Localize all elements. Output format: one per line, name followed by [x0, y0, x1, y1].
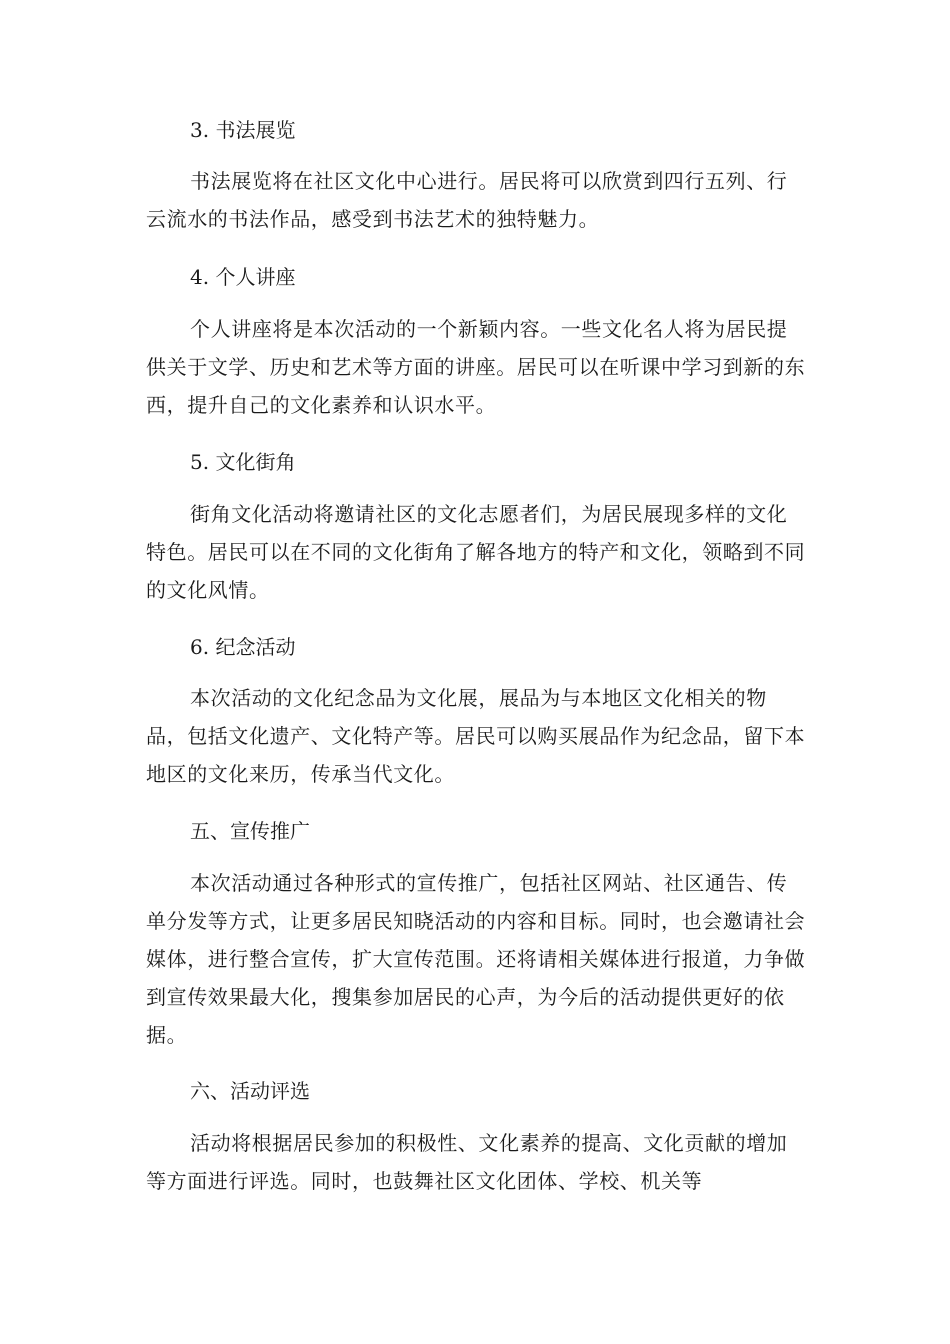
section-heading-6: 6. 纪念活动: [190, 635, 296, 659]
section-body-3: 书法展览将在社区文化中心进行。居民将可以欣赏到四行五列、行云流水的书法作品，感受到书法艺术的独特魅力。: [146, 169, 788, 231]
section-heading-4: 4. 个人讲座: [190, 265, 296, 289]
section-heading-evaluation: 六、活动评选: [190, 1079, 310, 1103]
section-body-evaluation: 活动将根据居民参加的积极性、文化素养的提高、文化贡献的增加等方面进行评选。同时，也鼓舞社区文化团体、学校、机关等: [146, 1131, 788, 1193]
section-body-5: 街角文化活动将邀请社区的文化志愿者们，为居民展现多样的文化特色。居民可以在不同的文化街角了解各地方的特产和文化，领略到不同的文化风情。: [146, 502, 806, 602]
section-heading-publicity: 五、宣传推广: [190, 819, 310, 843]
section-heading-3: 3. 书法展览: [190, 118, 296, 142]
section-heading-5: 5. 文化街角: [190, 450, 296, 474]
section-body-publicity: 本次活动通过各种形式的宣传推广，包括社区网站、社区通告、传单分发等方式，让更多居民知晓活动的内容和目标。同时，也会邀请社会媒体，进行整合宣传，扩大宣传范围。还将请相关媒体进行报道，力争做到宣传效果最大化，搜集参加居民的心声，为今后的活动提供更好的依据。: [146, 871, 806, 1047]
section-body-4: 个人讲座将是本次活动的一个新颖内容。一些文化名人将为居民提供关于文学、历史和艺术等方面的讲座。居民可以在听课中学习到新的东西，提升自己的文化素养和认识水平。: [146, 317, 806, 417]
section-body-6: 本次活动的文化纪念品为文化展，展品为与本地区文化相关的物品，包括文化遗产、文化特产等。居民可以购买展品作为纪念品，留下本地区的文化来历，传承当代文化。: [146, 686, 806, 786]
